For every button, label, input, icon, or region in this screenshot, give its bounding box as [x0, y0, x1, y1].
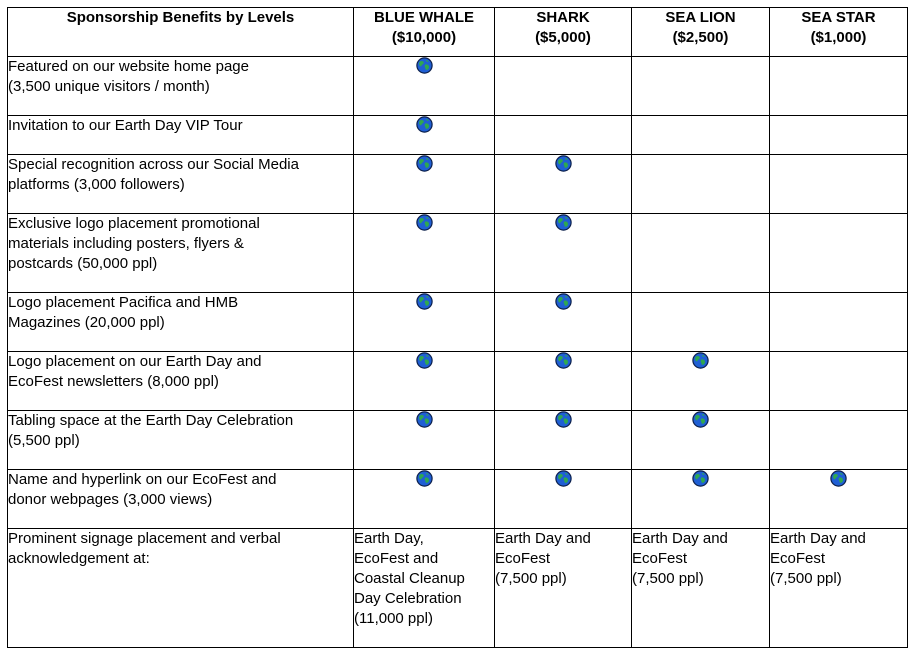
level-benefit-cell [632, 214, 770, 293]
benefit-label-line: Exclusive logo placement promotional [8, 215, 260, 232]
globe-icon [692, 352, 709, 369]
globe-icon [555, 214, 572, 231]
signage-detail-line: Earth Day and [770, 530, 866, 547]
signage-level-cell [632, 529, 770, 648]
level-benefit-cell [354, 293, 495, 352]
level-benefit-cell [770, 57, 908, 116]
benefit-label-line: Magazines (20,000 ppl) [8, 314, 165, 331]
benefit-rows [8, 57, 908, 529]
level-amount: ($1,000) [810, 29, 867, 46]
globe-icon [830, 470, 847, 487]
level-amount: ($5,000) [535, 29, 591, 46]
benefit-label-cell [8, 352, 354, 411]
benefit-label-cell [8, 470, 354, 529]
level-benefit-cell [495, 214, 632, 293]
benefit-label-line: Name and hyperlink on our EcoFest and [8, 471, 277, 488]
level-benefit-cell [495, 116, 632, 155]
level-benefit-cell [770, 352, 908, 411]
globe-icon [416, 116, 433, 133]
globe-icon [416, 293, 433, 310]
benefit-label-line: materials including posters, flyers & [8, 235, 244, 252]
level-benefit-cell [354, 352, 495, 411]
header-level-sea-star [770, 8, 908, 57]
globe-icon [416, 411, 433, 428]
benefit-label-cell [8, 155, 354, 214]
benefit-label-line: Tabling space at the Earth Day Celebration [8, 412, 294, 429]
signage-detail-line: Earth Day and [495, 530, 591, 547]
benefit-label-cell [8, 411, 354, 470]
level-benefit-cell [770, 293, 908, 352]
benefit-label-line: Logo placement Pacifica and HMB [8, 294, 239, 311]
level-benefit-cell [770, 470, 908, 529]
globe-icon [416, 214, 433, 231]
level-benefit-cell [495, 57, 632, 116]
level-benefit-cell [495, 352, 632, 411]
globe-icon [416, 155, 433, 172]
signage-detail-line: Coastal Cleanup [354, 570, 465, 587]
table-row [8, 214, 908, 293]
signage-detail-line: EcoFest [632, 550, 688, 567]
benefit-label-cell [8, 293, 354, 352]
level-name: BLUE WHALE [374, 9, 474, 26]
benefit-label-line: platforms (3,000 followers) [8, 176, 185, 193]
globe-icon [555, 352, 572, 369]
table-row [8, 470, 908, 529]
benefit-label-cell [8, 116, 354, 155]
benefit-label-line: Logo placement on our Earth Day and [8, 353, 262, 370]
level-benefit-cell [632, 293, 770, 352]
table-row [8, 57, 908, 116]
signage-level-cell [495, 529, 632, 648]
level-benefit-cell [354, 411, 495, 470]
level-benefit-cell [632, 155, 770, 214]
level-amount: ($2,500) [672, 29, 729, 46]
level-benefit-cell [354, 57, 495, 116]
header-title-cell [8, 8, 354, 57]
level-benefit-cell [632, 411, 770, 470]
header-level-blue-whale [354, 8, 495, 57]
benefit-label-line: Invitation to our Earth Day VIP Tour [8, 117, 243, 134]
globe-icon [555, 470, 572, 487]
level-benefit-cell [632, 116, 770, 155]
benefit-label-line: Featured on our website home page [8, 58, 249, 75]
globe-icon [555, 411, 572, 428]
level-benefit-cell [770, 155, 908, 214]
level-benefit-cell [495, 470, 632, 529]
signage-label-cell [8, 529, 354, 648]
level-benefit-cell [632, 352, 770, 411]
level-benefit-cell [632, 57, 770, 116]
table-row [8, 155, 908, 214]
level-benefit-cell [354, 470, 495, 529]
header-title: Sponsorship Benefits by Levels [66, 9, 295, 26]
benefit-label-line: postcards (50,000 ppl) [8, 255, 158, 272]
globe-icon [555, 155, 572, 172]
level-benefit-cell [770, 411, 908, 470]
header-level-sea-lion [632, 8, 770, 57]
benefit-label-line: donor webpages (3,000 views) [8, 491, 213, 508]
benefit-label-line: EcoFest newsletters (8,000 ppl) [8, 373, 219, 390]
signage-level-cell [354, 529, 495, 648]
signage-detail-line: (7,500 ppl) [632, 570, 704, 587]
level-name: SEA STAR [801, 9, 876, 26]
signage-detail-line: Earth Day and [632, 530, 728, 547]
signage-detail-line: EcoFest and [354, 550, 439, 567]
level-benefit-cell [495, 411, 632, 470]
table-row [8, 116, 908, 155]
level-benefit-cell [770, 214, 908, 293]
globe-icon [692, 470, 709, 487]
level-benefit-cell [495, 155, 632, 214]
signage-detail-line: Earth Day, [354, 530, 424, 547]
table-row [8, 352, 908, 411]
globe-icon [692, 411, 709, 428]
signage-detail-line: (7,500 ppl) [495, 570, 567, 587]
level-benefit-cell [354, 155, 495, 214]
level-benefit-cell [770, 116, 908, 155]
globe-icon [555, 293, 572, 310]
benefit-label-line: Special recognition across our Social Media [8, 156, 299, 173]
level-benefit-cell [354, 116, 495, 155]
level-benefit-cell [354, 214, 495, 293]
level-name: SHARK [536, 9, 590, 26]
signage-label-line: acknowledgement at: [8, 550, 150, 567]
globe-icon [416, 470, 433, 487]
benefit-label-line: (3,500 unique visitors / month) [8, 78, 210, 95]
signage-detail-line: Day Celebration [354, 590, 462, 607]
signage-label-line: Prominent signage placement and verbal [8, 530, 281, 547]
level-name: SEA LION [665, 9, 736, 26]
table-row [8, 411, 908, 470]
signage-row [8, 529, 908, 648]
benefit-label-cell [8, 57, 354, 116]
signage-detail-line: (7,500 ppl) [770, 570, 842, 587]
level-benefit-cell [495, 293, 632, 352]
benefit-label-line: (5,500 ppl) [8, 432, 80, 449]
header-level-shark [495, 8, 632, 57]
table-row [8, 293, 908, 352]
level-benefit-cell [632, 470, 770, 529]
header-row [8, 8, 908, 57]
level-amount: ($10,000) [391, 29, 457, 46]
signage-level-cell [770, 529, 908, 648]
globe-icon [416, 352, 433, 369]
globe-icon [416, 57, 433, 74]
benefit-label-cell [8, 214, 354, 293]
signage-detail-line: EcoFest [770, 550, 826, 567]
sponsorship-benefits-table [7, 7, 908, 648]
signage-detail-line: EcoFest [495, 550, 551, 567]
signage-detail-line: (11,000 ppl) [354, 610, 433, 627]
